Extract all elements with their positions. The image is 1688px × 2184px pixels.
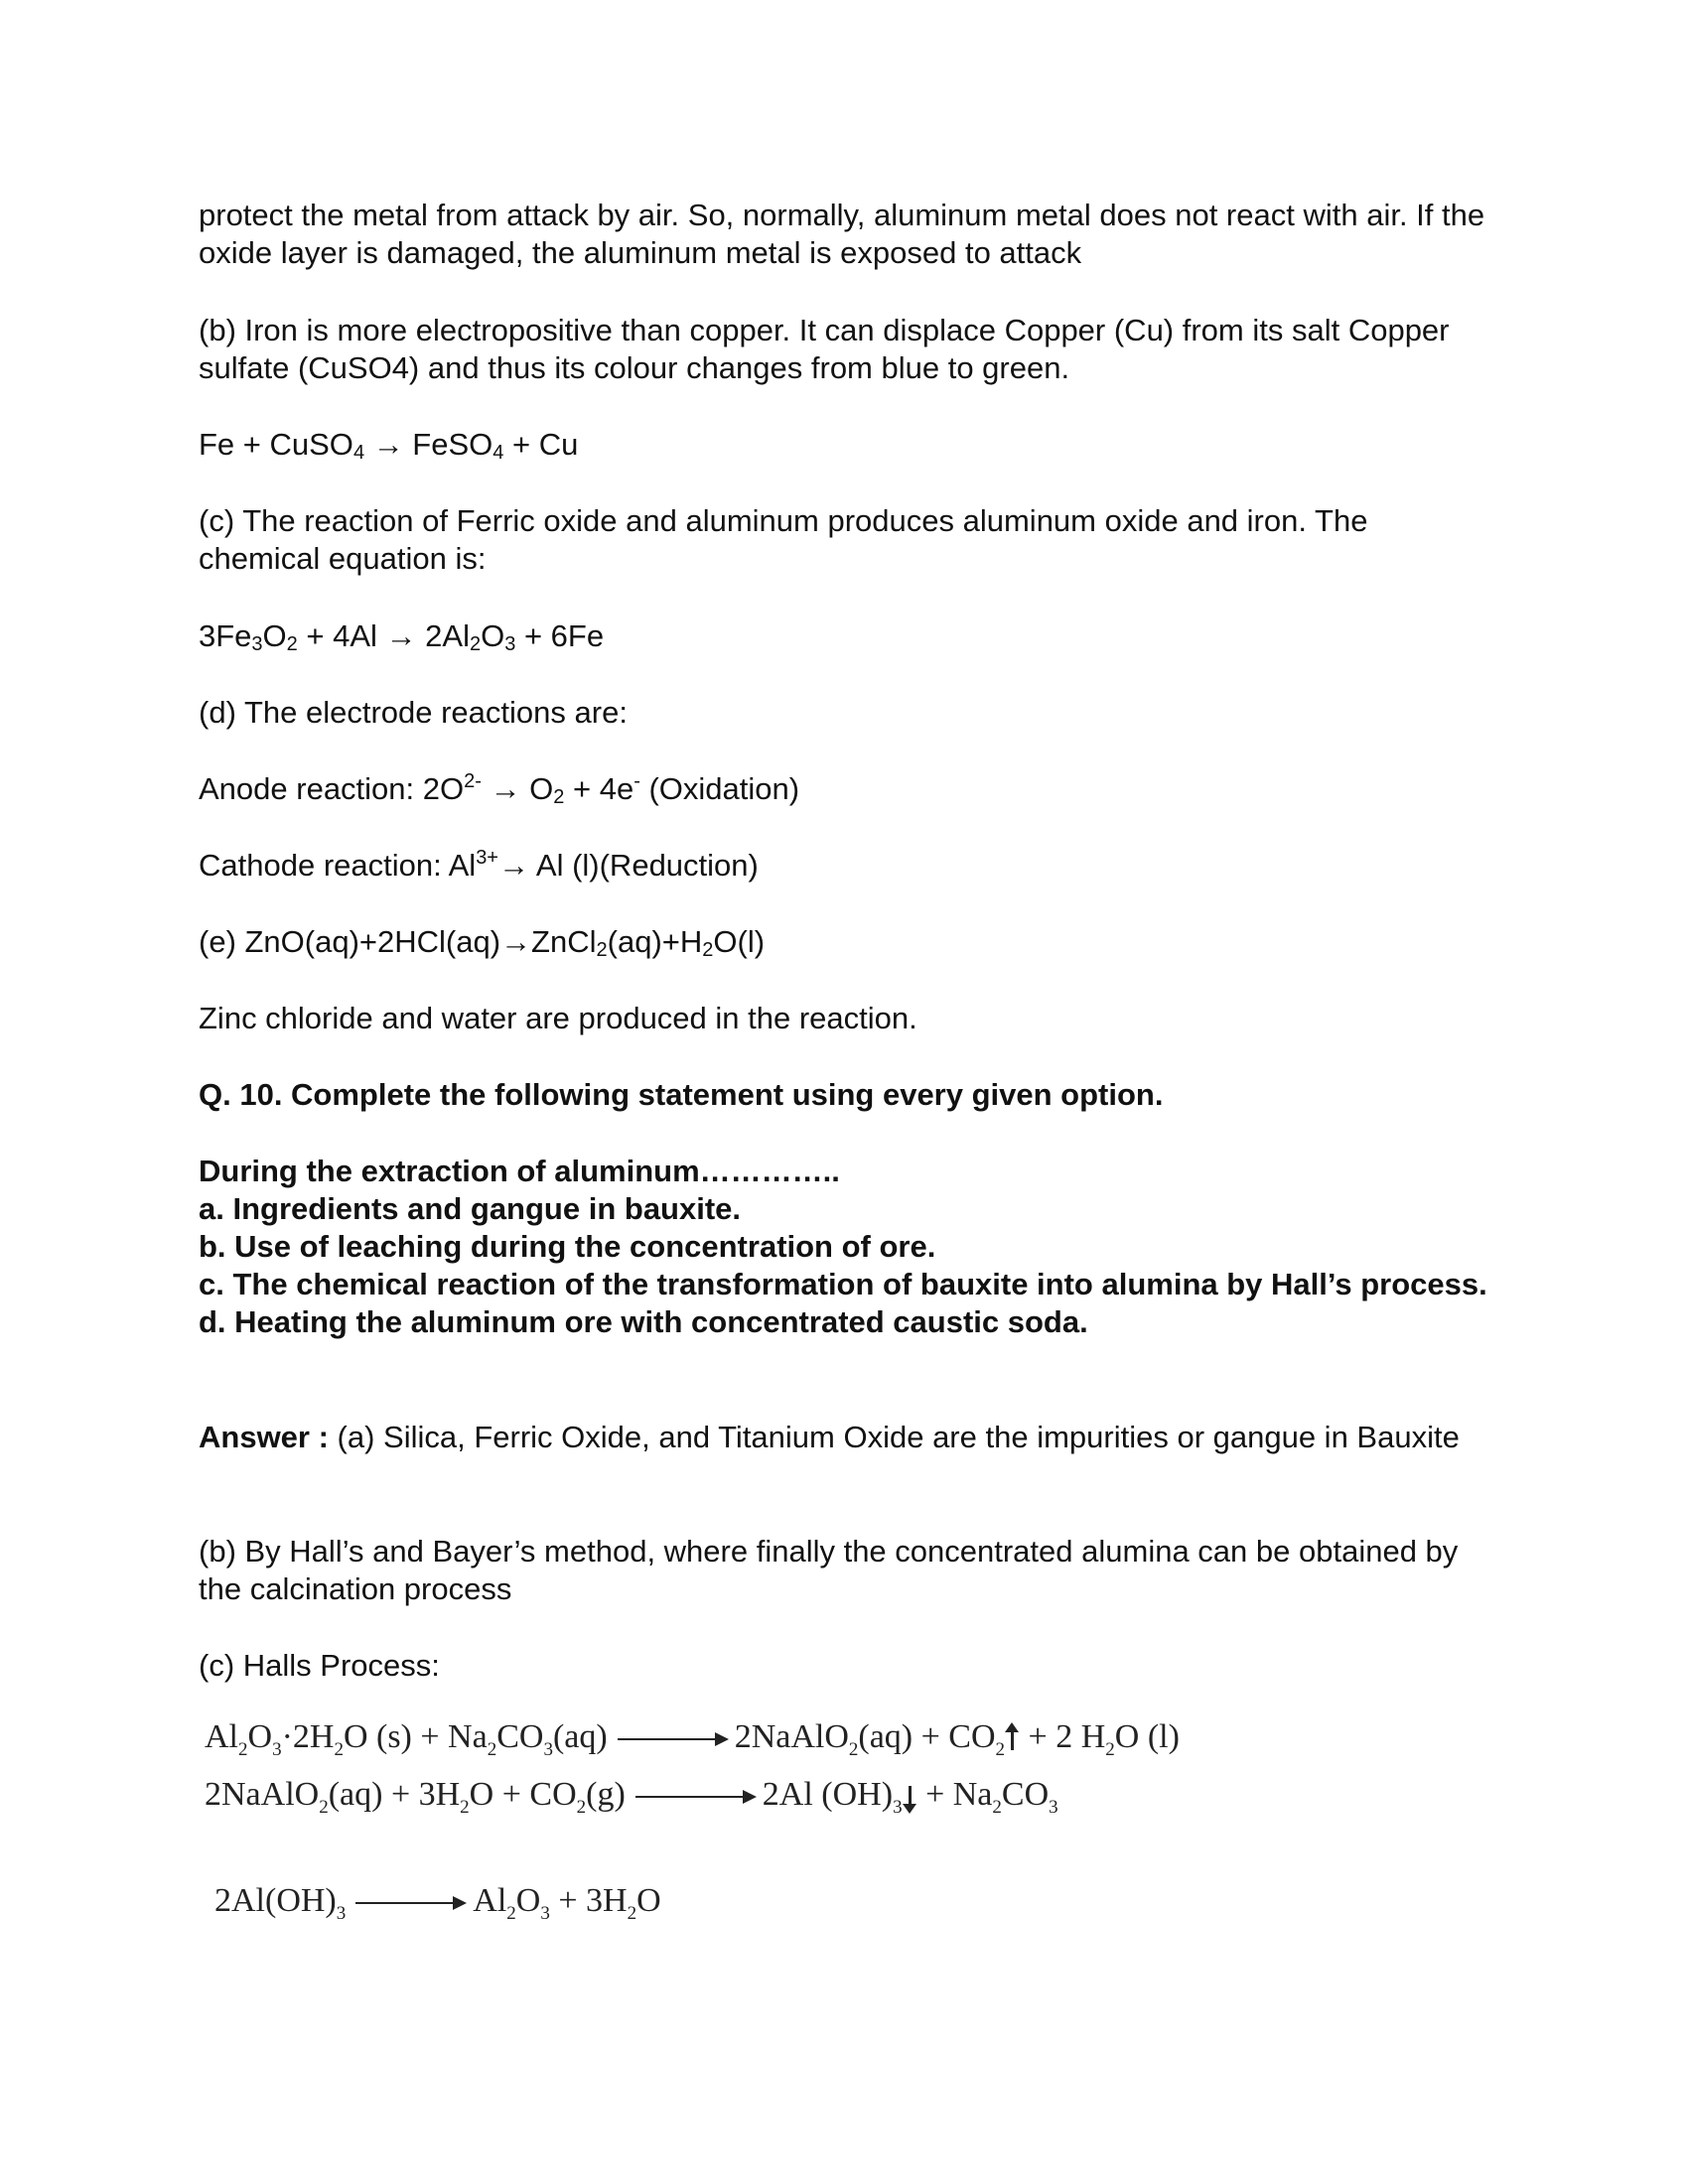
- paragraph-electrode: (d) The electrode reactions are:: [199, 695, 628, 730]
- equation-zno: (e) $ZnO(aq)+2HCl(aq)\to ZnCl_2(aq)+H_2O(l)$: [199, 924, 766, 961]
- reaction-arrow-icon: [355, 1902, 465, 1904]
- question-title: Q. 10. Complete the following statement using every given option.: [199, 1077, 1164, 1112]
- halls-r1-left: $Al_2O_3\cdot 2H_2O$ $(s) + Na_2CO_3(aq)$: [205, 1718, 608, 1760]
- halls-r3-left: $2Al(OH)_3$: [214, 1882, 347, 1924]
- halls-r3-right: $Al_2O_3 + 3H_2O$: [473, 1882, 661, 1924]
- paragraph-halls-bayers: (b) By Hall’s and Bayer’s method, where finally the concentrated alumina can be obtained by the calcination process: [199, 1534, 1459, 1606]
- paragraph-iron-copper: (b) Iron is more electropositive than copper. It can displace Copper (Cu) from its salt Copper sulfate (CuSO4) and thus its colour changes from blue to green.: [199, 313, 1450, 385]
- question-option-b: b. Use of leaching during the concentration of ore.: [199, 1229, 936, 1264]
- equation-anode: Anode reaction: $2O^{2-} \to O_2 + 4e^-$ (Oxidation): [199, 770, 800, 808]
- question-option-c: c. The chemical reaction of the transformation of bauxite into alumina by Hall’s process.: [199, 1267, 1487, 1301]
- paragraph-halls-process: (c) Halls Process:: [199, 1648, 440, 1683]
- halls-r1-right: 2NaAlO$_2$(aq) + $CO_2 + 2$ $H_2O$ (l): [734, 1718, 1180, 1760]
- halls-process-equations: [199, 1717, 1489, 1946]
- equation-cathode: Cathode reaction: $Al^{3+}\to Al$ (l)(Reduction): [199, 847, 759, 883]
- answer-label: Answer :: [199, 1420, 329, 1454]
- reaction-arrow-icon: [618, 1738, 727, 1740]
- equation-fe-cuso4: Fe + CuSO$_4$ → FeSO$_4$ + Cu: [199, 427, 579, 464]
- precipitate-arrow-icon: [909, 1786, 912, 1808]
- question-stem: During the extraction of aluminum…………..: [199, 1154, 840, 1188]
- paragraph-ferric-oxide: (c) The reaction of Ferric oxide and aluminum produces aluminum oxide and iron. The chemical equation is:: [199, 503, 1368, 576]
- gas-evolved-arrow-icon: [1011, 1728, 1014, 1750]
- question-option-d: d. Heating the aluminum ore with concentrated caustic soda.: [199, 1304, 1088, 1339]
- equation-thermite: $3Fe_3O_2 + 4Al \to 2Al_2O_3 + 6Fe$: [199, 618, 605, 655]
- halls-r2-left: 2NaAlO$_2$(aq) + $3H_2O + CO_2(g)$: [205, 1776, 626, 1818]
- halls-r2-right: 2Al $(OH)_3 + Na_2CO_3$: [762, 1776, 1058, 1818]
- halls-reaction-1: [205, 1717, 1180, 1760]
- paragraph-oxide-layer: protect the metal from attack by air. So, normally, aluminum metal does not react with air. If the oxide layer is damaged, the aluminum metal is exposed to attack: [199, 198, 1485, 270]
- question-stem-block: [199, 1153, 1489, 1341]
- answer-paragraph: [199, 1419, 1489, 1456]
- paragraph-zinc-chloride: Zinc chloride and water are produced in the reaction.: [199, 1001, 917, 1035]
- answer-text: (a) Silica, Ferric Oxide, and Titanium Oxide are the impurities or gangue in Bauxite: [328, 1420, 1460, 1454]
- question-option-a: a. Ingredients and gangue in bauxite.: [199, 1191, 742, 1226]
- halls-reaction-3: [214, 1881, 661, 1924]
- reaction-arrow-icon: [635, 1796, 755, 1798]
- halls-reaction-2: [205, 1775, 1058, 1818]
